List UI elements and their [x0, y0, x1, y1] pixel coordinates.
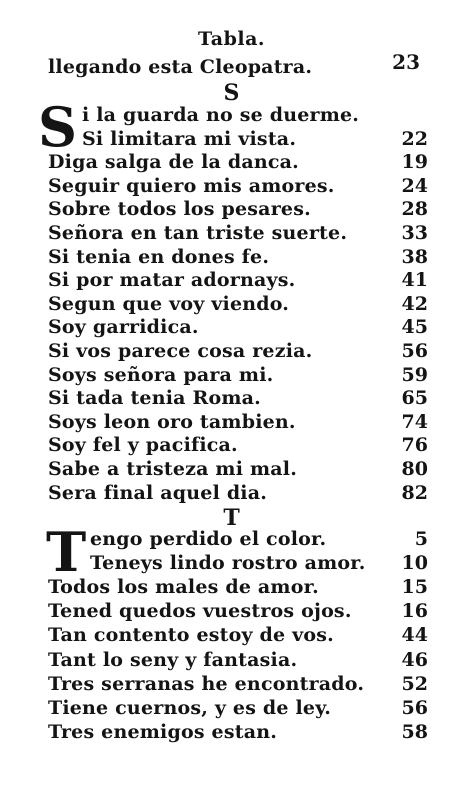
entry-text: Si limitara mi vista. [82, 127, 297, 150]
entry-number: 10 [401, 552, 428, 575]
entry-text: Diga salga de la danca. [48, 151, 299, 174]
entry-text: Tened quedos vuestros ojos. [48, 600, 352, 623]
entry-text: Si tada tenia Roma. [48, 387, 261, 410]
entry-text: Soys señora para mi. [48, 363, 274, 386]
entry-number: 74 [401, 410, 428, 433]
entry-number: 5 [414, 528, 428, 550]
table-row [48, 649, 428, 673]
section-letter-t: T [223, 505, 240, 531]
table-row [48, 269, 428, 293]
entry-number: 19 [401, 151, 428, 174]
table-row [48, 222, 428, 246]
entry-text: Soy fel y pacifica. [48, 434, 238, 457]
table-row [48, 246, 428, 270]
entry-number: 59 [401, 363, 428, 386]
entry-text: Tres enemigos estan. [48, 720, 278, 743]
table-row [48, 316, 428, 340]
entry-number: 45 [401, 316, 428, 339]
entry-text: Sobre todos los pesares. [48, 198, 311, 221]
table-row [48, 151, 428, 175]
continuation-entry [48, 56, 428, 80]
entry-number: 58 [401, 720, 428, 743]
entry-number: 28 [401, 198, 428, 221]
entry-number: 38 [401, 245, 428, 268]
dropcap-t: T [46, 520, 87, 584]
entry-number: 33 [401, 222, 428, 244]
entry-text: Si por matar adornays. [48, 269, 296, 292]
entry-text: Señora en tan triste suerte. [48, 222, 348, 244]
table-row [48, 600, 428, 624]
table-row [90, 528, 428, 552]
table-row [48, 198, 428, 222]
table-row [48, 482, 428, 506]
table-row [48, 624, 428, 648]
entry-number: 52 [401, 672, 428, 695]
entry-number: 65 [401, 387, 428, 410]
entry-text: Todos los males de amor. [48, 576, 319, 599]
entry-number: 24 [401, 174, 428, 197]
table-row [48, 387, 428, 411]
entry-number: 42 [401, 292, 428, 315]
entry-number: 22 [401, 127, 428, 150]
entry-text: i la guarda no se duerme. [82, 104, 360, 126]
table-row [48, 293, 428, 317]
section-letter-s: S [223, 80, 240, 106]
entry-text: Si vos parece cosa rezia. [48, 340, 313, 362]
table-row [48, 364, 428, 388]
entry-number: 80 [401, 458, 428, 480]
table-row [48, 411, 428, 435]
entry-number: 76 [401, 434, 428, 457]
table-row [48, 340, 428, 364]
entry-number: 41 [401, 269, 428, 292]
table-row [48, 175, 428, 199]
entry-text: Soy garridica. [48, 316, 199, 339]
entry-text: Soys leon oro tambien. [48, 410, 296, 433]
entry-text: Teneys lindo rostro amor. [90, 552, 366, 575]
entry-text: Sabe a tristeza mi mal. [48, 458, 298, 480]
entry-text: Tres serranas he encontrado. [48, 672, 365, 695]
table-row [48, 673, 428, 697]
table-row [48, 458, 428, 482]
entry-text: Segun que voy viendo. [48, 292, 290, 315]
page-title: Tabla. [197, 28, 266, 50]
entry-text: Seguir quiero mis amores. [48, 174, 335, 197]
table-row [48, 434, 428, 458]
entry-number: 44 [401, 624, 428, 647]
entry-text: Tant lo seny y fantasia. [48, 648, 298, 671]
entry-text: Tiene cuernos, y es de ley. [48, 696, 332, 719]
entry-number: 46 [401, 648, 428, 671]
entry-number: 82 [401, 481, 428, 504]
table-row [48, 576, 428, 600]
table-row [48, 697, 428, 721]
entry-number: 56 [401, 340, 428, 362]
entry-text: Si tenia en dones fe. [48, 245, 270, 268]
table-row [48, 721, 428, 745]
table-row [90, 552, 428, 576]
table-row [82, 128, 428, 152]
entry-number: 15 [401, 576, 428, 599]
entry-text: llegando esta Cleopatra. [48, 56, 313, 78]
entry-number: 16 [401, 600, 428, 623]
entry-text: Tan contento estoy de vos. [48, 624, 334, 647]
entry-text: Sera final aquel dia. [48, 481, 268, 504]
dropcap-s: S [38, 95, 77, 159]
table-row [82, 104, 428, 128]
continuation-number: 23 [392, 50, 420, 74]
entry-number: 56 [401, 696, 428, 719]
entry-text: engo perdido el color. [90, 528, 327, 550]
